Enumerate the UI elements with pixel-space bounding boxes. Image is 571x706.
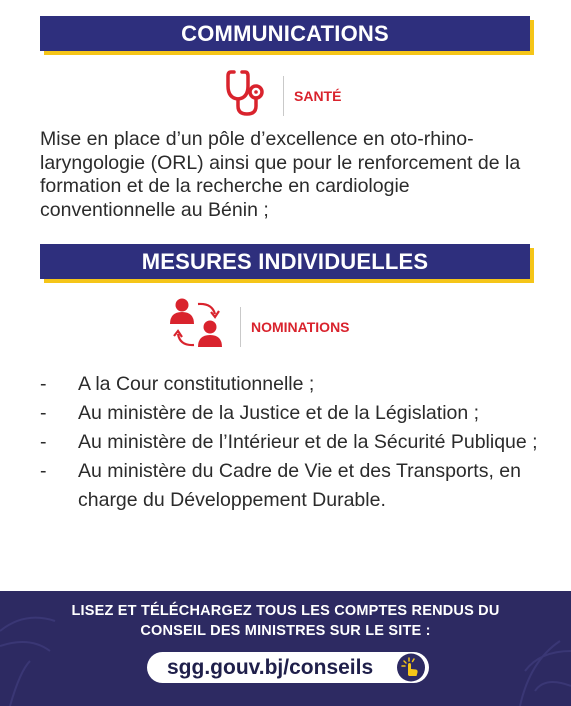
mesures-banner <box>40 244 530 279</box>
mesures-title: MESURES INDIVIDUELLES <box>141 248 429 274</box>
list-item <box>40 370 550 399</box>
category-divider <box>240 307 241 347</box>
list-item-text: Au ministère du Cadre de Vie et des Transports, en charge du Développement Durable. <box>78 460 521 511</box>
people-exchange-icon <box>168 296 228 357</box>
communications-title: COMMUNICATIONS <box>181 20 389 46</box>
list-item <box>40 428 550 457</box>
category-nominations <box>168 296 350 357</box>
category-divider <box>283 76 284 116</box>
list-bullet: - <box>40 373 47 395</box>
list-item <box>40 457 550 515</box>
list-item <box>40 399 550 428</box>
footer-line-1: LISEZ ET TÉLÉCHARGEZ TOUS LES COMPTES RENDUS DU <box>71 603 500 619</box>
list-bullet: - <box>40 431 47 453</box>
category-label: SANTÉ <box>294 87 342 104</box>
category-label: NOMINATIONS <box>251 318 350 335</box>
category-sante <box>225 68 341 123</box>
footer-line-2: CONSEIL DES MINISTRES SUR LE SITE : <box>140 623 431 639</box>
website-url[interactable]: sgg.gouv.bj/conseils <box>167 655 374 679</box>
list-item-text: A la Cour constitutionnelle ; <box>78 373 315 395</box>
list-bullet: - <box>40 460 47 482</box>
communications-banner <box>40 16 530 51</box>
nominations-list <box>40 370 550 515</box>
list-bullet: - <box>40 402 47 424</box>
hand-click-icon <box>396 653 426 687</box>
website-link[interactable] <box>147 652 429 683</box>
list-item-text: Au ministère de l’Intérieur et de la Sécurité Publique ; <box>78 431 538 453</box>
list-item-text: Au ministère de la Justice et de la Législation ; <box>78 402 480 424</box>
footer <box>0 591 571 706</box>
communication-paragraph: Mise en place d’un pôle d’excellence en oto-rhino-laryngologie (ORL) ainsi que pour le renforcement de la formation et de la recherche en cardiologie conventionnelle au Bénin ; <box>40 128 521 221</box>
stethoscope-icon <box>225 68 271 123</box>
